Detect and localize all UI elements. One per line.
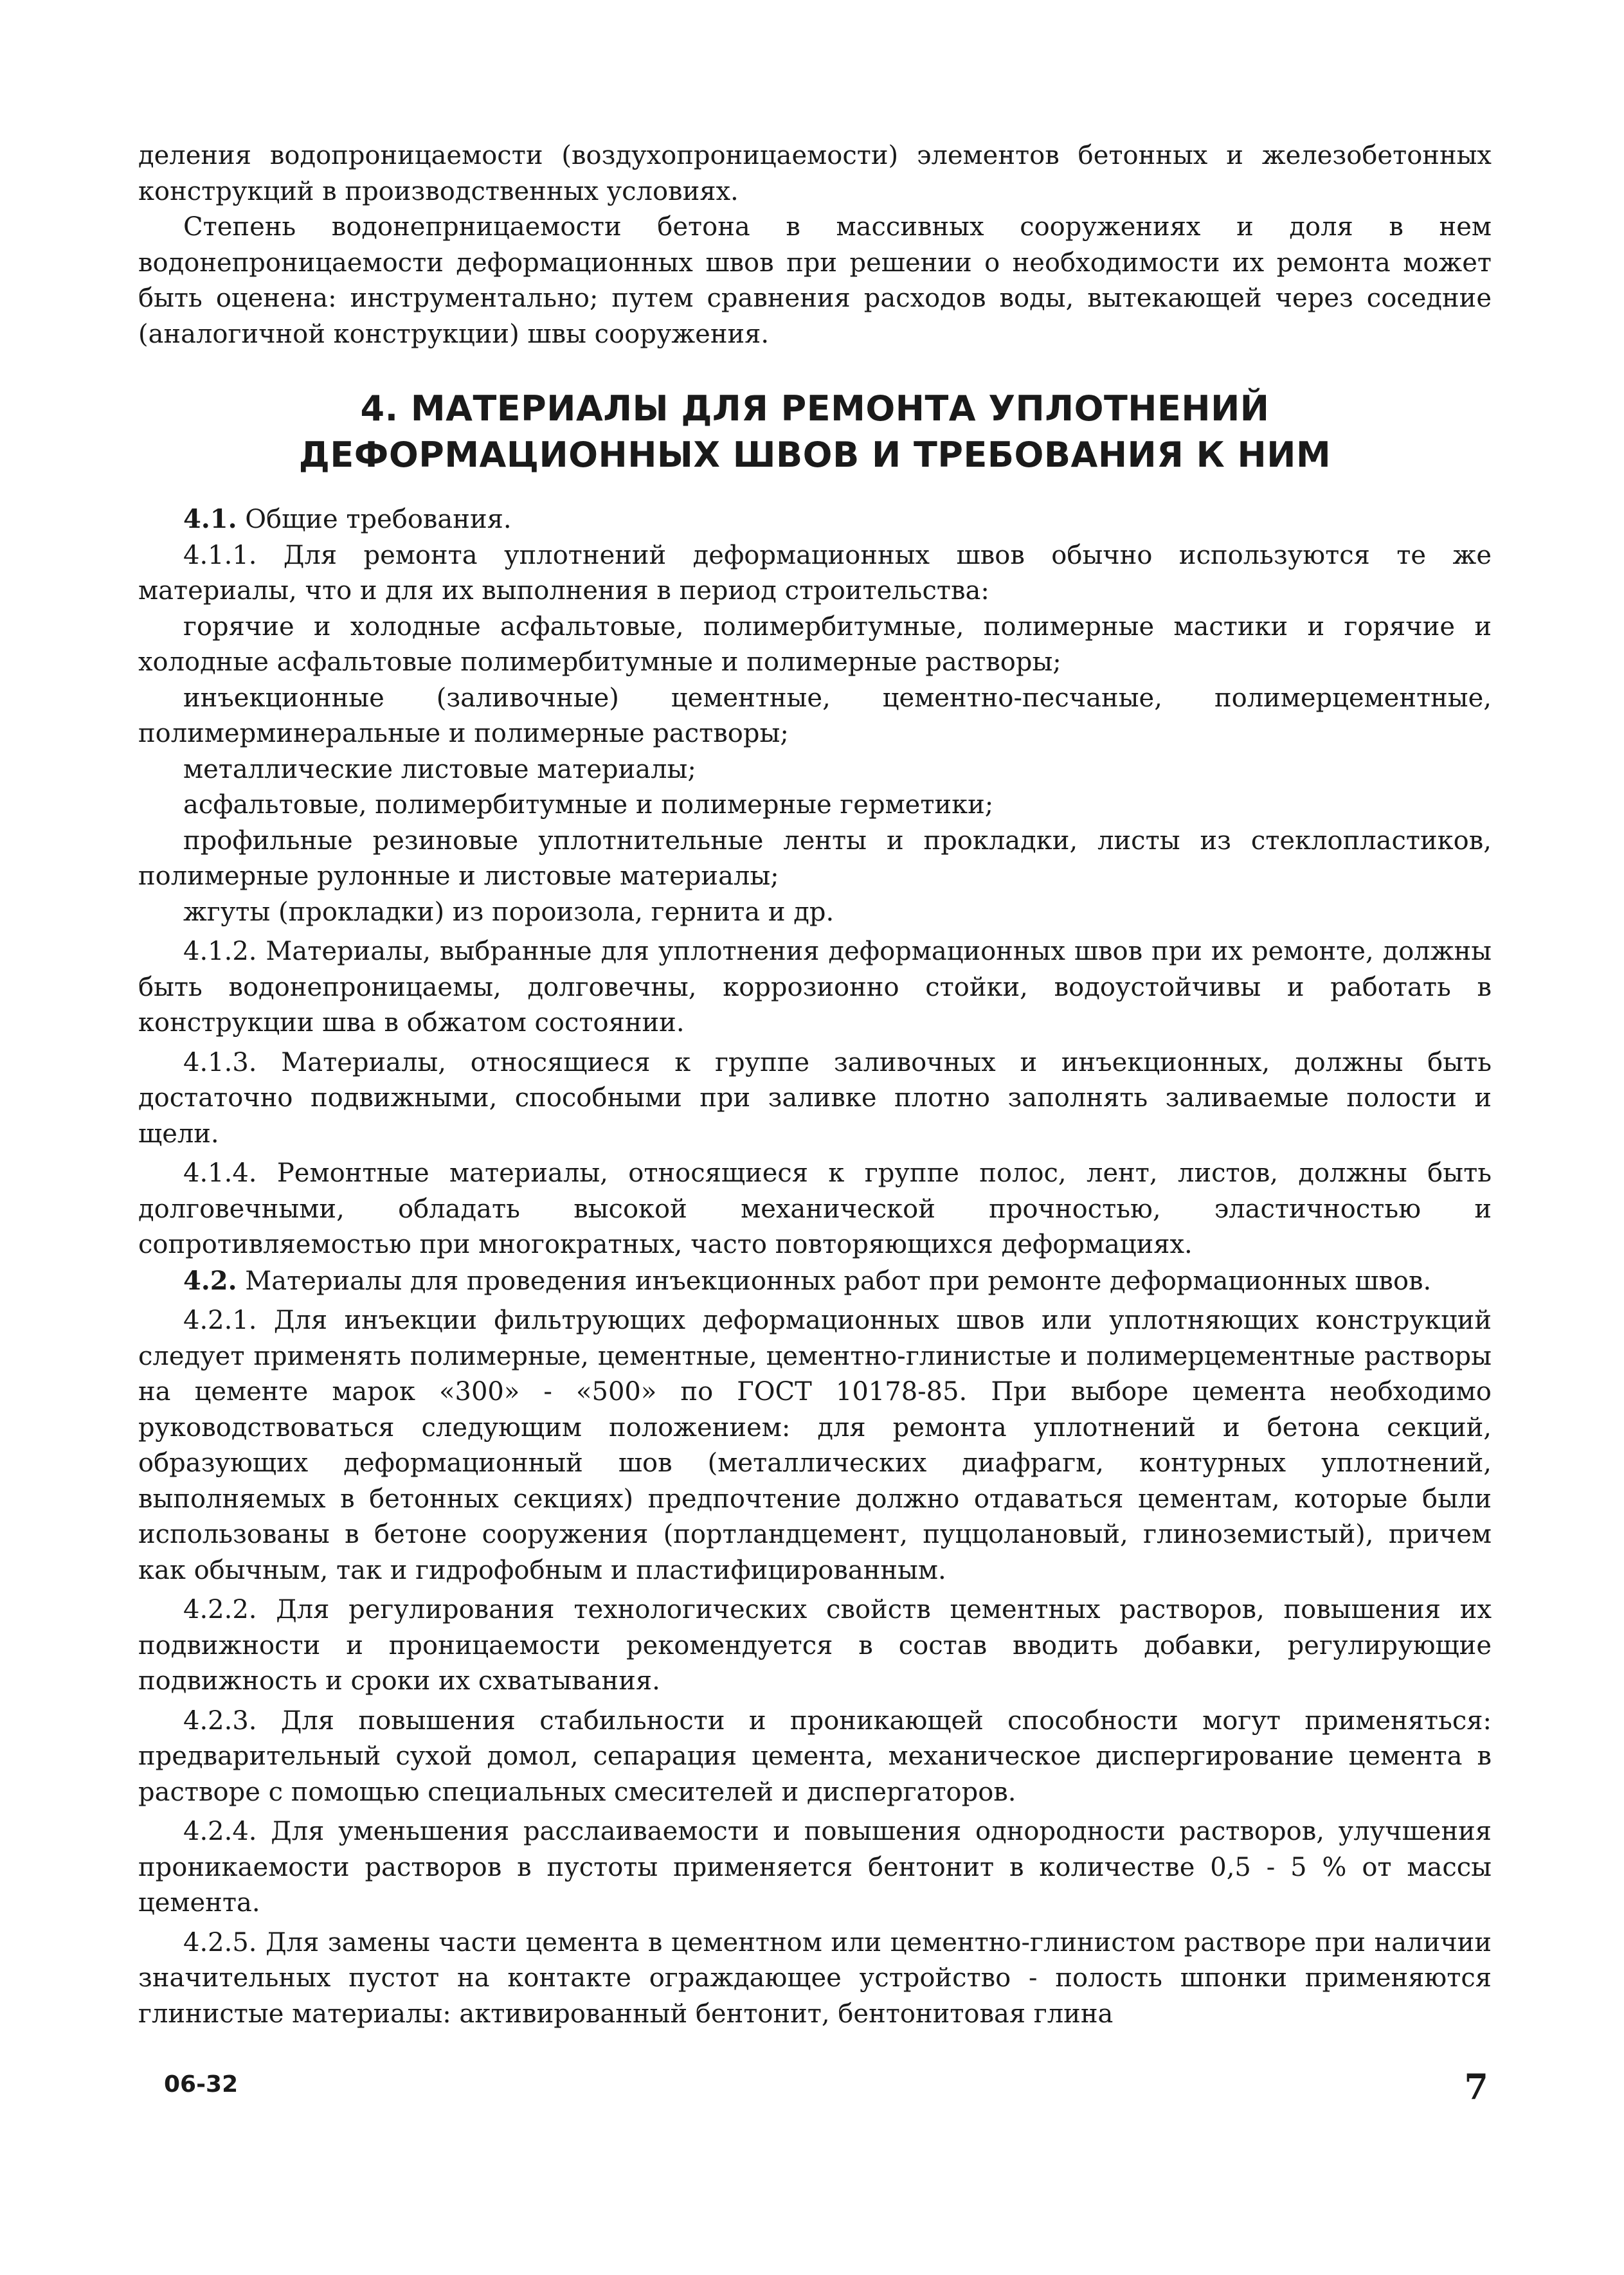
list-item-6: жгуты (прокладки) из пороизола, гернита и др. <box>183 897 835 927</box>
paragraph-4-2-4: 4.2.4. Для уменьшения расслаиваемости и повышения однородности растворов, улучшения проникаемости растворов в пустоты применяется бентонит в количестве 0,5 - 5 % от массы цемента. <box>138 1817 1492 1918</box>
section-heading-line-1: 4. МАТЕРИАЛЫ ДЛЯ РЕМОНТА УПЛОТНЕНИЙ <box>360 388 1270 429</box>
page-footer <box>164 2066 1488 2116</box>
paragraph-intro-2: Степень водонепрницаемости бетона в массивных сооружениях и доля в нем водонепроницаемости деформационных швов при решении о необходимости их ремонта может быть оценена: инструментально; путем сравнения расходов воды, вытекающей через соседние (аналогичной конструкции) швы сооружения. <box>138 212 1492 349</box>
paragraph-4-1-3: 4.1.3. Материалы, относящиеся к группе заливочных и инъекционных, должны быть достаточно подвижными, способными при заливке плотно заполнять заливаемые полости и щели. <box>138 1047 1492 1149</box>
list-item-1: горячие и холодные асфальтовые, полимербитумные, полимерные мастики и горячие и холодные асфальтовые полимербитумные и полимерные растворы; <box>138 611 1492 677</box>
paragraph-4-2-2: 4.2.2. Для регулирования технологических свойств цементных растворов, повышения их подвижности и проницаемости рекомендуется в состав вводить добавки, регулирующие подвижность и сроки их схватывания. <box>138 1595 1492 1696</box>
paragraph-4-1-2: 4.1.2. Материалы, выбранные для уплотнения деформационных швов при их ремонте, должны быть водонепроницаемы, долговечны, коррозионно стойки, водоустойчивы и работать в конструкции шва в обжатом состоянии. <box>138 937 1492 1038</box>
paragraph-4-2-1: 4.2.1. Для инъекции фильтрующих деформационных швов или уплотняющих конструкций следует применять полимерные, цементные, цементно-глинистые и полимерцементные растворы на цементе марок «300» - «500» по ГОСТ 10178-85. При выборе цемента необходимо руководствоваться следующим положением: для ремонта уплотнений и бетона секций, образующих деформационный шов (металлических диафрагм, контурных уплотнений, выполняемых в бетонных секциях) предпочтение должно отдаваться цементам, которые были использованы в бетоне сооружения (портландцемент, пуццолановый, глиноземистый), причем как обычным, так и гидрофобным и пластифицированным. <box>138 1306 1492 1585</box>
document-code: 06-32 <box>164 2071 239 2098</box>
paragraph-4-1-number: 4.1. <box>183 504 237 534</box>
paragraph-4-2 <box>138 1263 1492 1300</box>
section-heading-line-2: ДЕФОРМАЦИОННЫХ ШВОВ И ТРЕБОВАНИЯ К НИМ <box>298 435 1331 475</box>
page-number: 7 <box>1464 2066 1488 2107</box>
paragraph-4-2-3: 4.2.3. Для повышения стабильности и проникающей способности могут применяться: предварительный сухой домол, сепарация цемента, механическое диспергирование цемента в растворе с помощью специальных смесителей и диспергаторов. <box>138 1705 1492 1807</box>
section-heading <box>138 386 1492 478</box>
paragraph-4-1-4: 4.1.4. Ремонтные материалы, относящиеся к группе полос, лент, листов, должны быть долговечными, обладать высокой механической прочностью, эластичностью и сопротивляемостью при многократных, часто повторяющихся деформациях. <box>138 1158 1492 1259</box>
document-page <box>138 138 1492 2032</box>
paragraph-4-1-1: 4.1.1. Для ремонта уплотнений деформационных швов обычно используются те же материалы, что и для их выполнения в период строительства: <box>138 540 1492 606</box>
list-item-3: металлические листовые материалы; <box>183 754 696 784</box>
list-item-2: инъекционные (заливочные) цементные, цементно-песчаные, полимерцементные, полимерминеральные и полимерные растворы; <box>138 683 1492 748</box>
list-item-4: асфальтовые, полимербитумные и полимерные герметики; <box>183 790 994 820</box>
paragraph-4-2-text: Материалы для проведения инъекционных работ при ремонте деформационных швов. <box>237 1266 1432 1296</box>
paragraph-4-2-5: 4.2.5. Для замены части цемента в цементном или цементно-глинистом растворе при наличии значительных пустот на контакте ограждающее устройство - полость шпонки применяются глинистые материалы: активированный бентонит, бентонитовая глина <box>138 1927 1492 2029</box>
paragraph-4-2-number: 4.2. <box>183 1265 237 1296</box>
paragraph-4-1-text: Общие требования. <box>237 505 512 534</box>
list-item-5: профильные резиновые уплотнительные ленты и прокладки, листы из стеклопластиков, полимерные рулонные и листовые материалы; <box>138 825 1492 891</box>
paragraph-4-1 <box>138 501 1492 538</box>
paragraph-intro-1: деления водопроницаемости (воздухопроницаемости) элементов бетонных и железобетонных конструкций в производственных условиях. <box>138 141 1492 206</box>
